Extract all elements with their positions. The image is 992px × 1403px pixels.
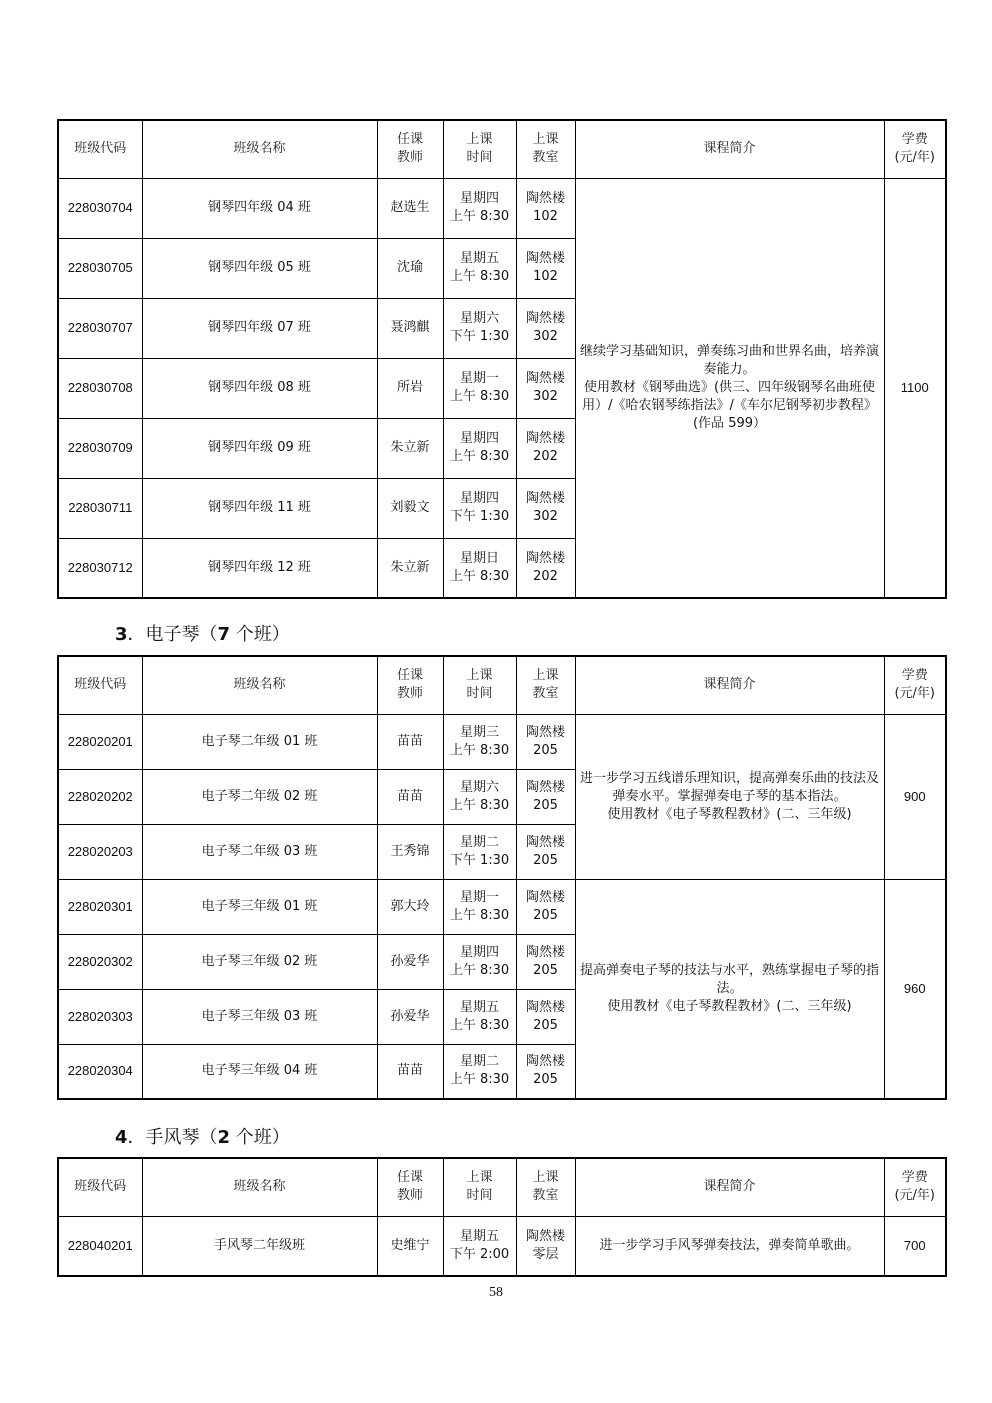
class-name: 电子琴二年级 01 班	[142, 714, 377, 769]
teacher: 史维宁	[377, 1216, 443, 1276]
class-time: 星期五 上午 8:30	[443, 238, 516, 298]
header-desc: 课程简介	[575, 1158, 884, 1216]
class-name: 钢琴四年级 07 班	[142, 298, 377, 358]
accordion-schedule-table	[57, 1157, 947, 1277]
teacher: 赵选生	[377, 178, 443, 238]
class-time: 星期二 上午 8:30	[443, 1044, 516, 1099]
class-name: 电子琴三年级 02 班	[142, 934, 377, 989]
class-time: 星期一 上午 8:30	[443, 358, 516, 418]
classroom: 陶然楼 302	[516, 298, 575, 358]
table-row	[58, 178, 946, 238]
class-name: 手风琴二年级班	[142, 1216, 377, 1276]
classroom: 陶然楼 302	[516, 358, 575, 418]
class-code: 228020202	[58, 769, 142, 824]
class-time: 星期五 下午 2:00	[443, 1216, 516, 1276]
table-row	[58, 879, 946, 934]
classroom: 陶然楼 205	[516, 934, 575, 989]
class-code: 228020201	[58, 714, 142, 769]
section-title-accordion: 4．手风琴（2 个班）	[115, 1127, 290, 1148]
tuition-fee: 900	[884, 714, 946, 879]
class-name: 钢琴四年级 05 班	[142, 238, 377, 298]
teacher: 沈瑜	[377, 238, 443, 298]
class-code: 228030712	[58, 538, 142, 598]
classroom: 陶然楼 102	[516, 178, 575, 238]
class-code: 228030704	[58, 178, 142, 238]
class-code: 228030707	[58, 298, 142, 358]
course-description: 提高弹奏电子琴的技法与水平，熟练掌握电子琴的指法。 使用教材《电子琴教程教材》(二、三年级)	[575, 879, 884, 1099]
teacher: 王秀锦	[377, 824, 443, 879]
header-desc: 课程简介	[575, 120, 884, 178]
header-fee: 学费 (元/年)	[884, 1158, 946, 1216]
class-time: 星期四 上午 8:30	[443, 418, 516, 478]
classroom: 陶然楼 205	[516, 824, 575, 879]
classroom: 陶然楼 102	[516, 238, 575, 298]
class-name: 电子琴三年级 03 班	[142, 989, 377, 1044]
class-code: 228020304	[58, 1044, 142, 1099]
class-code: 228040201	[58, 1216, 142, 1276]
table-header-row	[58, 656, 946, 714]
header-teacher: 任课 教师	[377, 120, 443, 178]
tuition-fee: 960	[884, 879, 946, 1099]
teacher: 郭大玲	[377, 879, 443, 934]
teacher: 苗苗	[377, 714, 443, 769]
classroom: 陶然楼 205	[516, 769, 575, 824]
tuition-fee: 1100	[884, 178, 946, 598]
teacher: 所岩	[377, 358, 443, 418]
class-time: 星期四 上午 8:30	[443, 934, 516, 989]
class-code: 228020303	[58, 989, 142, 1044]
class-code: 228030711	[58, 478, 142, 538]
tuition-fee: 700	[884, 1216, 946, 1276]
class-code: 228020301	[58, 879, 142, 934]
teacher: 孙爱华	[377, 989, 443, 1044]
classroom: 陶然楼 205	[516, 714, 575, 769]
class-time: 星期六 上午 8:30	[443, 769, 516, 824]
class-name: 钢琴四年级 09 班	[142, 418, 377, 478]
class-name: 钢琴四年级 04 班	[142, 178, 377, 238]
class-name: 钢琴四年级 08 班	[142, 358, 377, 418]
header-code: 班级代码	[58, 120, 142, 178]
classroom: 陶然楼 205	[516, 879, 575, 934]
class-time: 星期六 下午 1:30	[443, 298, 516, 358]
class-time: 星期日 上午 8:30	[443, 538, 516, 598]
classroom: 陶然楼 202	[516, 538, 575, 598]
course-description: 继续学习基础知识，弹奏练习曲和世界名曲，培养演奏能力。 使用教材《钢琴曲选》(供三、四年级钢琴名曲班使用）/《哈农钢琴练指法》/《车尔尼钢琴初步教程》(作品 599）	[575, 178, 884, 598]
header-time: 上课 时间	[443, 1158, 516, 1216]
class-time: 星期三 上午 8:30	[443, 714, 516, 769]
class-code: 228020203	[58, 824, 142, 879]
class-code: 228030709	[58, 418, 142, 478]
header-room: 上课 教室	[516, 1158, 575, 1216]
class-name: 钢琴四年级 11 班	[142, 478, 377, 538]
teacher: 朱立新	[377, 538, 443, 598]
teacher: 孙爱华	[377, 934, 443, 989]
course-description: 进一步学习五线谱乐理知识，提高弹奏乐曲的技法及弹奏水平。掌握弹奏电子琴的基本指法。 使用教材《电子琴教程教材》(二、三年级)	[575, 714, 884, 879]
table-header-row	[58, 120, 946, 178]
classroom: 陶然楼 202	[516, 418, 575, 478]
class-code: 228030705	[58, 238, 142, 298]
piano-schedule-table	[57, 119, 947, 599]
class-name: 钢琴四年级 12 班	[142, 538, 377, 598]
teacher: 苗苗	[377, 769, 443, 824]
teacher: 苗苗	[377, 1044, 443, 1099]
classroom: 陶然楼 205	[516, 989, 575, 1044]
class-time: 星期四 上午 8:30	[443, 178, 516, 238]
header-name: 班级名称	[142, 656, 377, 714]
header-fee: 学费 (元/年)	[884, 656, 946, 714]
header-fee: 学费 (元/年)	[884, 120, 946, 178]
class-name: 电子琴三年级 01 班	[142, 879, 377, 934]
header-code: 班级代码	[58, 656, 142, 714]
header-name: 班级名称	[142, 120, 377, 178]
header-desc: 课程简介	[575, 656, 884, 714]
class-name: 电子琴三年级 04 班	[142, 1044, 377, 1099]
classroom: 陶然楼 205	[516, 1044, 575, 1099]
course-description: 进一步学习手风琴弹奏技法，弹奏简单歌曲。	[575, 1216, 884, 1276]
class-time: 星期四 下午 1:30	[443, 478, 516, 538]
page-number: 58	[489, 1285, 503, 1300]
class-code: 228020302	[58, 934, 142, 989]
header-name: 班级名称	[142, 1158, 377, 1216]
teacher: 朱立新	[377, 418, 443, 478]
header-time: 上课 时间	[443, 120, 516, 178]
class-code: 228030708	[58, 358, 142, 418]
header-room: 上课 教室	[516, 656, 575, 714]
header-teacher: 任课 教师	[377, 1158, 443, 1216]
classroom: 陶然楼 零层	[516, 1216, 575, 1276]
classroom: 陶然楼 302	[516, 478, 575, 538]
header-code: 班级代码	[58, 1158, 142, 1216]
class-time: 星期五 上午 8:30	[443, 989, 516, 1044]
header-teacher: 任课 教师	[377, 656, 443, 714]
class-name: 电子琴二年级 03 班	[142, 824, 377, 879]
table-header-row	[58, 1158, 946, 1216]
teacher: 聂鸿麒	[377, 298, 443, 358]
class-name: 电子琴二年级 02 班	[142, 769, 377, 824]
header-time: 上课 时间	[443, 656, 516, 714]
keyboard-schedule-table	[57, 655, 947, 1100]
header-room: 上课 教室	[516, 120, 575, 178]
table-row	[58, 1216, 946, 1276]
class-time: 星期一 上午 8:30	[443, 879, 516, 934]
table-row	[58, 714, 946, 769]
teacher: 刘毅文	[377, 478, 443, 538]
class-time: 星期二 下午 1:30	[443, 824, 516, 879]
section-title-keyboard: 3．电子琴（7 个班）	[115, 624, 290, 645]
